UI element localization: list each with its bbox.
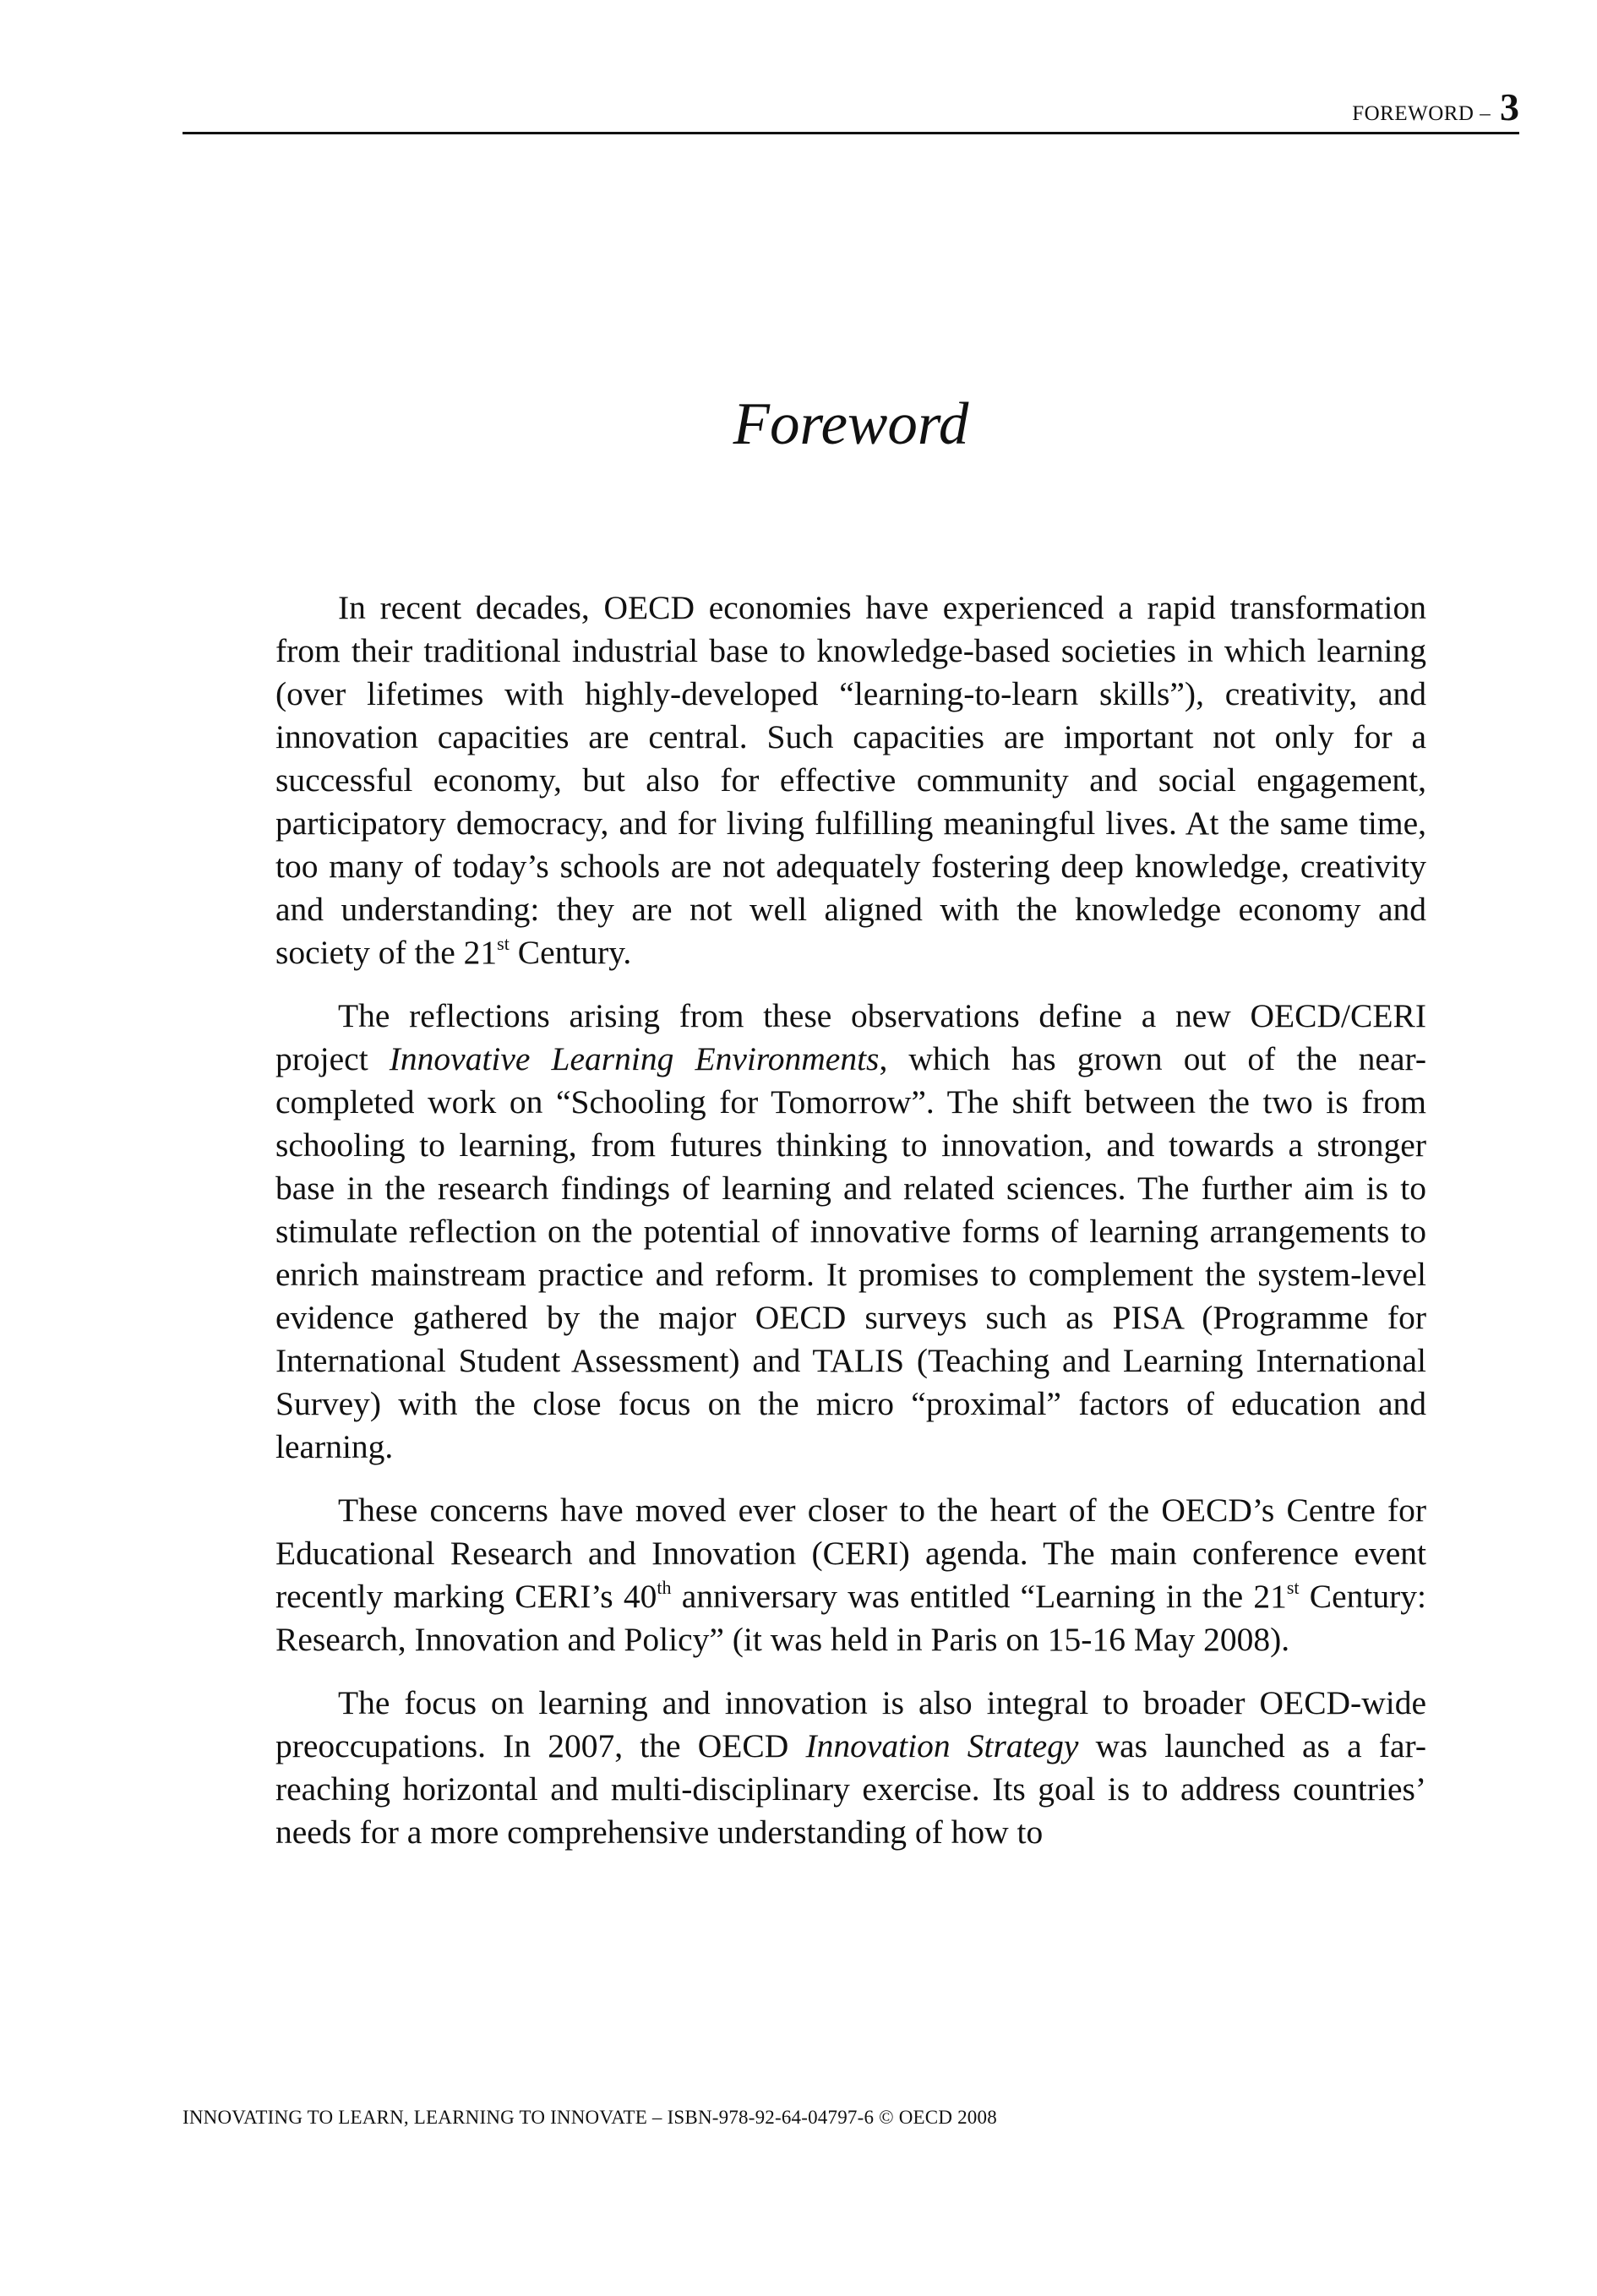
paragraph-1-superscript: st [497, 933, 510, 954]
paragraph-3-superscript-1: th [657, 1577, 672, 1598]
paragraph-3-superscript-2: st [1286, 1577, 1300, 1598]
page-footer: INNOVATING TO LEARN, LEARNING TO INNOVATE – ISBN-978-92-64-04797-6 © OECD 2008 [183, 2107, 997, 2128]
page-title: Foreword [733, 391, 969, 457]
paragraph-1-text-a: In recent decades, OECD economies have experienced a rapid transformation from their traditional industrial base to knowledge-based societies in which learning (over lifetimes with highly-developed “learning-to-learn skills”), creativity, and innovation capacities are central. Such capacities are important not only for a successful economy, but also for effective community and social engagement, participatory democracy, and for living fulfilling meaningful lives. At the same time, too many of today’s schools are not adequately fostering deep knowledge, creativity and understanding: they are not well aligned with the knowledge economy and society of the 21 [275, 589, 1426, 971]
paragraph-2-text-a: The reflections arising from these observations define a new OECD/CERI project [275, 997, 1426, 1077]
paragraph-1 [275, 586, 1426, 974]
paragraph-4-italic-title: Innovation Strategy [805, 1727, 1079, 1764]
running-header-section: FOREWORD [1352, 102, 1474, 125]
running-header-dash: – [1474, 102, 1496, 125]
paragraph-2-italic-title: Innovative Learning Environments [389, 1040, 880, 1077]
paragraph-3 [275, 1489, 1426, 1661]
paragraph-2-text-b: , which has grown out of the near-completed work on “Schooling for Tomorrow”. The shift between the two is from schooling to learning, from futures thinking to innovation, and towards a stronger base in the research findings of learning and related sciences. The further aim is to stimulate reflection on the potential of innovative forms of learning arrangements to enrich mainstream practice and reform. It promises to complement the system-level evidence gathered by the major OECD surveys such as PISA (Programme for International Student Assessment) and TALIS (Teaching and Learning International Survey) with the close focus on the micro “proximal” factors of education and learning. [275, 1040, 1426, 1465]
paragraph-3-text-b: anniversary was entitled “Learning in the 21 [671, 1578, 1287, 1615]
paragraph-4 [275, 1682, 1426, 1854]
paragraph-1-text-b: Century. [509, 934, 632, 971]
paragraph-4-text-b: was launched as a far-reaching horizontal and multi-disciplinary exercise. Its goal is to address countries’ needs for a more comprehensive understanding of how to [275, 1727, 1426, 1851]
paragraph-3-text-a: These concerns have moved ever closer to the heart of the OECD’s Centre for Educational Research and Innovation (CERI) agenda. The main conference event recently marking CERI’s 40 [275, 1492, 1426, 1615]
body-text [275, 586, 1426, 1854]
page-number: 3 [1500, 85, 1519, 128]
paragraph-3-text-c: Century: Research, Innovation and Policy” (it was held in Paris on 15-16 May 2008). [275, 1578, 1426, 1658]
paragraph-2 [275, 995, 1426, 1469]
paragraph-4-text-a: The focus on learning and innovation is also integral to broader OECD-wide preoccupations. In 2007, the OECD [275, 1684, 1426, 1764]
running-header [183, 85, 1519, 134]
